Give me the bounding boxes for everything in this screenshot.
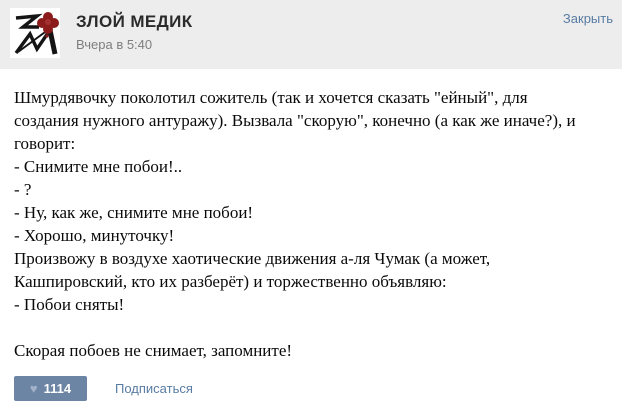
post-timestamp[interactable]: Вчера в 5:40 — [76, 37, 153, 52]
post-text-line: - ? — [14, 180, 32, 199]
post-footer — [14, 376, 622, 401]
avatar-zm-logo-icon — [10, 8, 60, 58]
post-text-line: - Побои сняты! — [14, 295, 125, 314]
community-name-link[interactable]: ЗЛОЙ МЕДИК — [76, 12, 193, 31]
subscribe-link[interactable]: Подписаться — [115, 381, 193, 396]
header-info — [76, 12, 193, 52]
post-text-line: - Снимите мне побои!.. — [14, 157, 183, 176]
post-text — [0, 69, 622, 362]
post-text-line: - Хорошо, минуточку! — [14, 226, 175, 245]
post-text-line: Произвожу в воздухе хаотические движения а-ля Чумак (а может, — [14, 249, 491, 268]
post-header — [0, 0, 622, 69]
close-link[interactable]: Закрыть — [562, 11, 613, 26]
post-text-line: говорит: — [14, 134, 76, 153]
post-text-line: Скорая побоев не снимает, запомните! — [14, 341, 293, 360]
post-text-line: Кашпировский, кто их разберёт) и торжественно объявляю: — [14, 272, 447, 291]
post-text-line: - Ну, как же, снимите мне побои! — [14, 203, 254, 222]
post-text-line — [14, 316, 608, 339]
like-count: 1114 — [43, 381, 72, 396]
heart-icon: ♥ — [29, 381, 38, 396]
post-text-line: Шмурдявочку поколотил сожитель (так и хочется сказать "ейный", для — [14, 88, 528, 107]
community-avatar[interactable] — [10, 8, 60, 58]
post-text-line: создания нужного антуражу). Вызвала "скорую", конечно (а как же иначе?), и — [14, 111, 576, 130]
like-button[interactable] — [14, 376, 87, 401]
